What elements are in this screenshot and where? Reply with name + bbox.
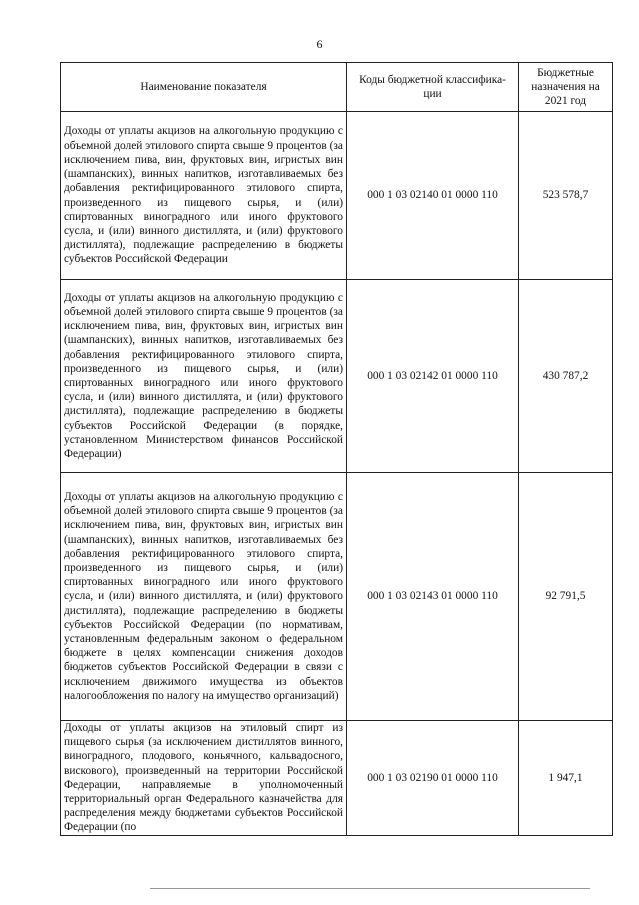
- table-row: [61, 280, 613, 473]
- budget-amount-cell: 430 787,2: [519, 280, 613, 473]
- classification-code-cell: 000 1 03 02190 01 0000 110: [347, 721, 519, 836]
- budget-amount-cell: 1 947,1: [519, 721, 613, 836]
- classification-code-cell: 000 1 03 02143 01 0000 110: [347, 473, 519, 721]
- header-classification-codes: Коды бюджетной классифика-ции: [347, 63, 519, 112]
- table-row: [61, 112, 613, 280]
- budget-table: [60, 62, 613, 836]
- classification-code-cell: 000 1 03 02142 01 0000 110: [347, 280, 519, 473]
- classification-code-cell: 000 1 03 02140 01 0000 110: [347, 112, 519, 280]
- indicator-name-cell: Доходы от уплаты акцизов на алкогольную продукцию с объемной долей этилового спирта свыше 9 процентов (за исключением пива, вин, фруктовых вин, игристых вин (шампанских), винных напитков, изготавливаемых без добавления ректифицированного этилового спирта, произведенного из пищевого сырья, и (или) спиртованных виноградного или иного фруктового сусла, и (или) винного дистиллята, и (или) фруктового дистиллята), подлежащие распределению в бюджеты субъектов Российской Федерации (по нормативам, установленным федеральным законом о федеральном бюджете в целях компенсации снижения доходов бюджетов субъектов Российской Федерации в связи с исключением движимого имущества из объектов налогообложения по налогу на имущество организаций): [61, 473, 347, 721]
- page-bottom-divider: [150, 888, 590, 889]
- indicator-name-cell: Доходы от уплаты акцизов на алкогольную продукцию с объемной долей этилового спирта свыше 9 процентов (за исключением пива, вин, фруктовых вин, игристых вин (шампанских), винных напитков, изготавливаемых без добавления ректифицированного этилового спирта, произведенного из пищевого сырья, и (или) спиртованных виноградного или иного фруктового сусла, и (или) винного дистиллята, и (или) фруктового дистиллята), подлежащие распределению в бюджеты субъектов Российской Федерации: [61, 112, 347, 280]
- budget-amount-cell: 523 578,7: [519, 112, 613, 280]
- page-number: 6: [316, 37, 323, 51]
- header-budget-2021: Бюджетные назначения на 2021 год: [519, 63, 613, 112]
- budget-amount-cell: 92 791,5: [519, 473, 613, 721]
- table-header-row: [61, 63, 613, 112]
- table-row: [61, 721, 613, 836]
- header-indicator-name: Наименование показателя: [61, 63, 347, 112]
- table-row: [61, 473, 613, 721]
- indicator-name-cell: Доходы от уплаты акцизов на этиловый спирт из пищевого сырья (за исключением дистиллятов винного, виноградного, плодового, коньячного, кальвадосного, вискового), произведенный на территории Российской Федерации, направляемые в уполномоченный территориальный орган Федерального казначейства для распределения между бюджетами субъектов Российской Федерации (по: [61, 721, 347, 836]
- indicator-name-cell: Доходы от уплаты акцизов на алкогольную продукцию с объемной долей этилового спирта свыше 9 процентов (за исключением пива, вин, фруктовых вин, игристых вин (шампанских), винных напитков, изготавливаемых без добавления ректифицированного этилового спирта, произведенного из пищевого сырья, и (или) спиртованных виноградного или иного фруктового сусла, и (или) винного дистиллята, и (или) фруктового дистиллята), подлежащие распределению в бюджеты субъектов Российской Федерации (в порядке, установленном Министерством финансов Российской Федерации): [61, 280, 347, 473]
